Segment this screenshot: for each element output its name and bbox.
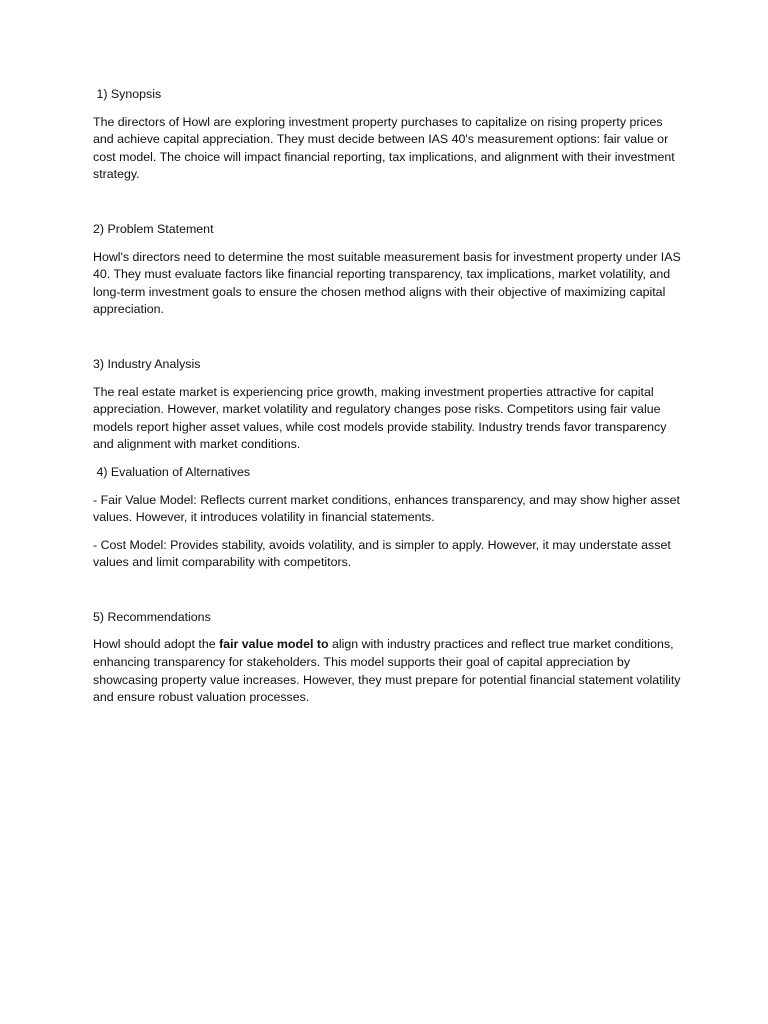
industry-analysis-heading: 3) Industry Analysis: [93, 356, 201, 371]
recommendations-text-bold: fair value model to: [219, 637, 329, 652]
recommendations-heading: 5) Recommendations: [93, 609, 211, 624]
fair-value-model-paragraph: - Fair Value Model: Reflects current market conditions, enhances transparency, and may show higher asset values. However, it introduces volatility in financial statements.: [93, 492, 680, 525]
industry-analysis-paragraph: The real estate market is experiencing price growth, making investment properties attractive for capital appreciation. However, market volatility and regulatory changes pose risks. Competitors using fair value models report higher asset values, while cost models provide stability. Industry trends favor transparency and alignment with market conditions.: [93, 384, 667, 452]
synopsis-paragraph: The directors of Howl are exploring investment property purchases to capitalize on rising property prices and achieve capital appreciation. They must decide between IAS 40's measurement options: fair value or cost model. The choice will impact financial reporting, tax implications, and alignment with their investment strategy.: [93, 114, 675, 182]
document-page: [93, 86, 683, 707]
problem-statement-paragraph: Howl's directors need to determine the most suitable measurement basis for investment property under IAS 40. They must evaluate factors like financial reporting transparency, tax implications, market volatility, and long-term investment goals to ensure the chosen method aligns with their objective of maximizing capital appreciation.: [93, 249, 681, 317]
recommendations-text-after: align with industry practices and reflect true market conditions, enhancing transparency for stakeholders. This model supports their goal of capital appreciation by showcasing property value increases. However, they must prepare for potential financial statement volatility and ensure robust valuation processes.: [93, 637, 684, 705]
cost-model-paragraph: - Cost Model: Provides stability, avoids volatility, and is simpler to apply. However, it may understate asset values and limit comparability with competitors.: [93, 537, 671, 570]
recommendations-paragraph: [93, 636, 683, 706]
synopsis-heading: 1) Synopsis: [93, 87, 162, 101]
alternatives-heading: 4) Evaluation of Alternatives: [93, 464, 251, 479]
problem-statement-heading: 2) Problem Statement: [93, 221, 214, 236]
recommendations-text-before: Howl should adopt the: [93, 637, 220, 652]
